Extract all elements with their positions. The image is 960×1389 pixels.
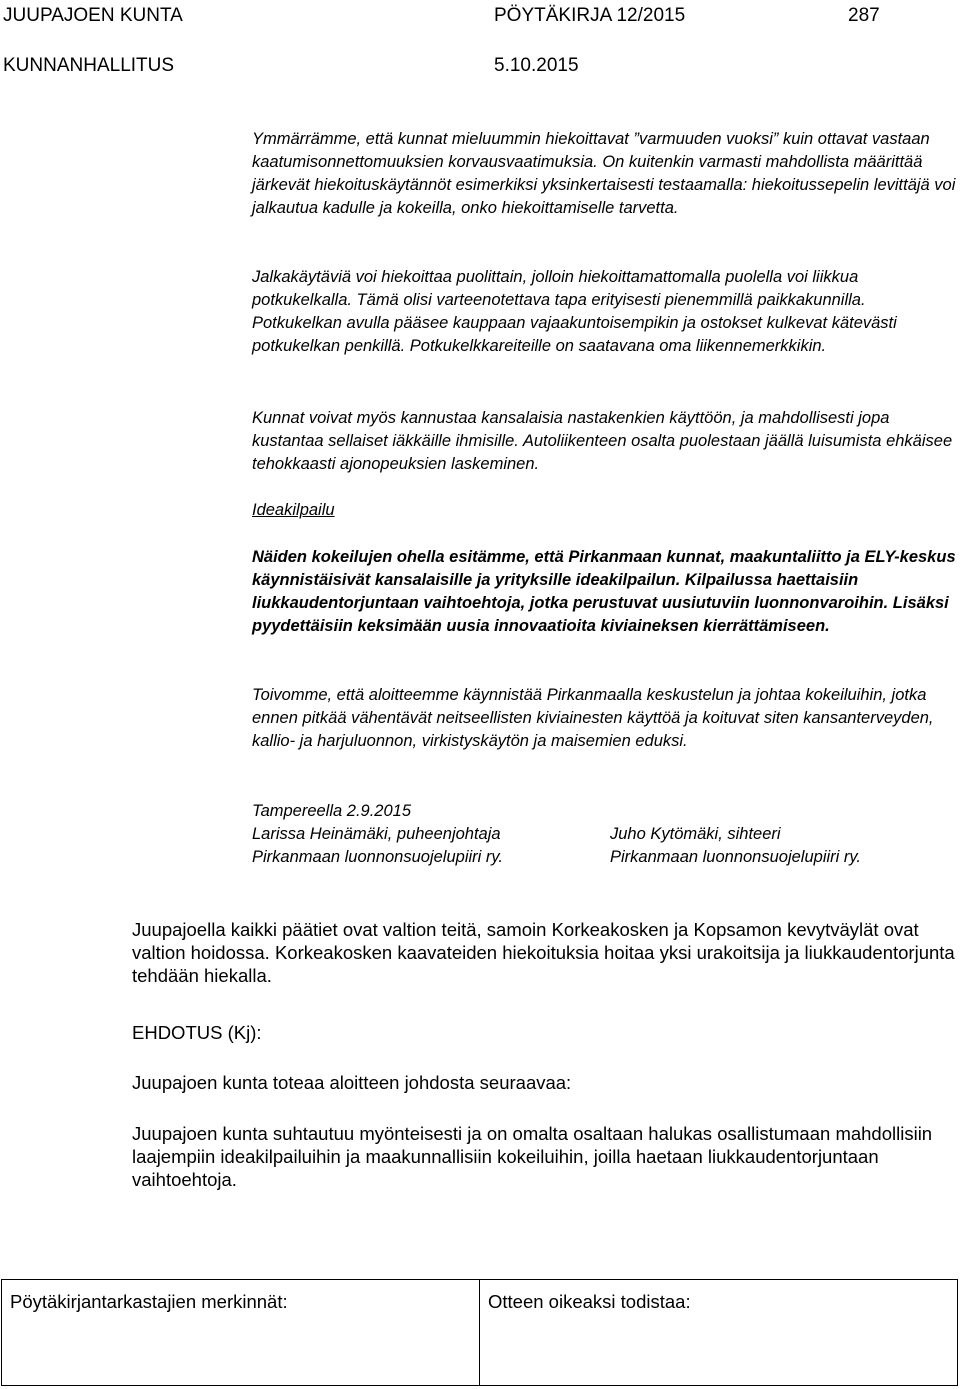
letter-subheading: Ideakilpailu: [252, 501, 335, 519]
letter-paragraph-2: Jalkakäytäviä voi hiekoittaa puolittain, jolloin hiekoittamattomalla puolella voi liikkua potkukelkalla. Tämä olisi varteenotettava tapa erityisesti pienemmillä paikkakunnilla. Potkukelkan avulla pääsee kauppaan vajaakuntoisempikin ja ostokset kulkevat kätevästi potkukelkan penkillä. Potkukelkkareiteille on saatavana oma liikennemerkkikin.: [252, 268, 897, 355]
letter-paragraph-1: Ymmärrämme, että kunnat mieluummin hiekoittavat ”varmuuden vuoksi” kuin ottavat vastaan kaatumisonnettomuuksien korvausvaatimuksia. On kuitenkin varmasti mahdollista määrittää järkevät hiekoituskäytännöt esimerkiksi yksinkertaisesti testaamalla: hiekoitussepelin levittäjä voi jalkautua kadulle ja kokeilla, onko hiekoittamiselle tarvetta.: [252, 130, 956, 217]
minutes-paragraph-1: Juupajoella kaikki päätiet ovat valtion teitä, samoin Korkeakosken ja Kopsamon kevytväylät ovat valtion hoidossa. Korkeakosken kaavateiden hiekoituksia hoitaa yksi urakoitsija ja liukkaudentorjunta tehdään hiekalla.: [132, 919, 955, 986]
letter-paragraph-4: Toivomme, että aloitteemme käynnistää Pirkanmaalla keskustelun ja johtaa kokeiluihin, jotka ennen pitkää vähentävät neitseellisten kiviainesten käyttöä ja koituvat siten kansanterveyden, kallio- ja harjuluonnon, virkistyskäytön ja maisemien eduksi.: [252, 686, 934, 750]
letter-paragraph-3: Kunnat voivat myös kannustaa kansalaisia nastakenkien käyttöön, ja mahdollisesti jopa kustantaa sellaiset iäkkäille ihmisille. Autoliikenteen osalta puolestaan jäällä luisumista ehkäisee tehokkaasti ajonopeuksien laskeminen.: [252, 409, 953, 473]
minutes-paragraph-2: Juupajoen kunta toteaa aloitteen johdosta seuraavaa:: [132, 1072, 572, 1093]
letter-place-date: Tampereella 2.9.2015: [252, 802, 412, 820]
footer-certification-cell: [479, 1280, 957, 1385]
footer-reviewers-cell: [2, 1280, 479, 1385]
page-number: 287: [848, 5, 880, 26]
meeting-date: 5.10.2015: [494, 55, 579, 76]
letter-bold-paragraph: Näiden kokeilujen ohella esitämme, että Pirkanmaan kunnat, maakuntaliitto ja ELY-keskus käynnistäisivät kansalaisille ja yrityksille ideakilpailun. Kilpailussa haettaisiin liukkaudentorjuntaan vaihtoehtoja, jotka perustuvat uusiutuviin luonnonvaroihin. Lisäksi pyydettäisiin keksimään uusia innovaatioita kiviaineksen kierrättämiseen.: [252, 548, 956, 635]
document-title: PÖYTÄKIRJA 12/2015: [494, 5, 686, 26]
signer-2-org: Pirkanmaan luonnonsuojelupiiri ry.: [610, 848, 861, 866]
signer-1-name: Larissa Heinämäki, puheenjohtaja: [252, 825, 501, 843]
footer-certification-label: Otteen oikeaksi todistaa:: [488, 1291, 691, 1312]
minutes-paragraph-3: Juupajoen kunta suhtautuu myönteisesti ja on omalta osaltaan halukas osallistumaan mahdollisiin laajempiin ideakilpailuihin ja maakunnallisiin kokeiluihin, joilla haetaan liukkaudentorjuntaan vaihtoehtoja.: [132, 1123, 933, 1190]
footer-reviewers-label: Pöytäkirjantarkastajien merkinnät:: [10, 1291, 288, 1312]
signer-1-org: Pirkanmaan luonnonsuojelupiiri ry.: [252, 848, 503, 866]
signer-2-name: Juho Kytömäki, sihteeri: [610, 825, 781, 843]
signer-2: [610, 823, 861, 869]
board-name: KUNNANHALLITUS: [3, 55, 175, 76]
proposal-label: EHDOTUS (Kj):: [132, 1022, 262, 1043]
footer-signature-table: [1, 1279, 958, 1386]
signer-1: [252, 823, 503, 869]
municipality-name: JUUPAJOEN KUNTA: [3, 5, 183, 26]
